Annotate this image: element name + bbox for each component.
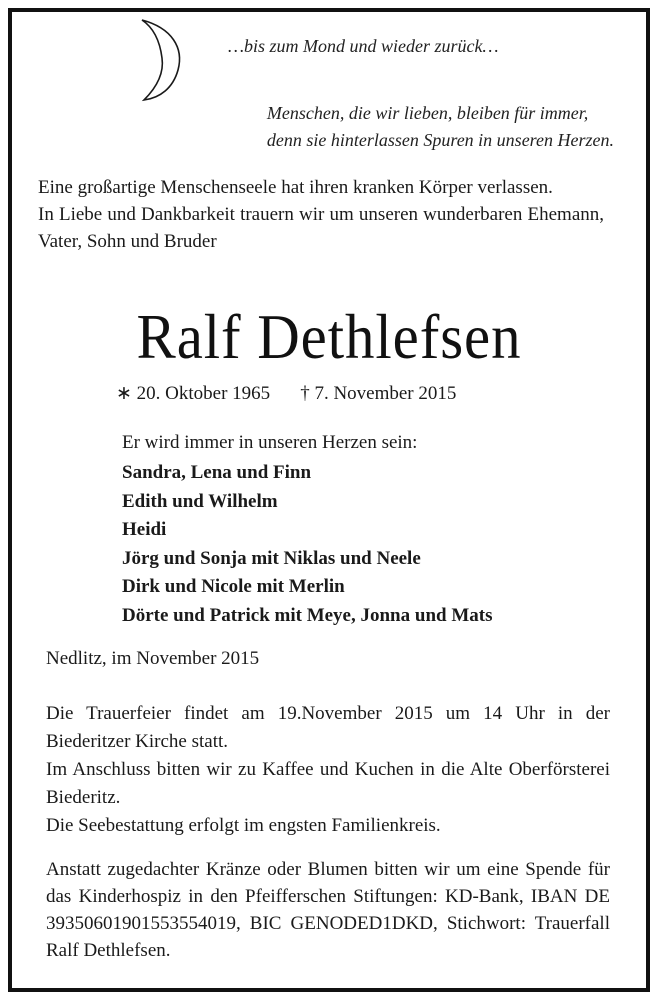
mourner-line: Sandra, Lena und Finn (122, 462, 312, 483)
crescent-moon-icon (128, 14, 188, 104)
memorial-quote (267, 100, 614, 154)
funeral-service-info (46, 700, 610, 840)
birth-date: ∗ 20. Oktober 1965 (116, 383, 271, 404)
mourners-list (122, 428, 492, 630)
service-paragraph: Die Seebestattung erfolgt im engsten Familienkreis. (46, 815, 441, 836)
intro-text (38, 174, 604, 255)
mourner-line: Jörg und Sonja mit Niklas und Neele (122, 547, 421, 569)
intro-paragraph: Eine großartige Menschenseele hat ihren kranken Körper verlassen. (38, 177, 553, 198)
mourner-line: Dirk und Nicole mit Merlin (122, 576, 345, 597)
place-and-date: Nedlitz, im November 2015 (46, 648, 260, 669)
motto-line: …bis zum Mond und wieder zurück… (228, 36, 499, 56)
death-date: † 7. November 2015 (300, 383, 457, 404)
service-paragraph: Die Trauerfeier findet am 19.November 2015 um 14 Uhr in der Biederitzer Kirche statt. (46, 703, 610, 752)
donation-paragraph: Anstatt zugedachter Kränze oder Blumen bitten wir um eine Spende für das Kinderhospiz in den Pfeifferschen Stiftungen: KD-Bank, IBAN DE 39350601901553554019, BIC GENODED1DKD, Stichwort: Trauerfall Ralf Dethlefsen. (46, 859, 610, 961)
donation-info (46, 856, 610, 964)
mourner-line: Heidi (122, 519, 167, 540)
mourners-lead: Er wird immer in unseren Herzen sein: (122, 432, 418, 453)
deceased-name: Ralf Dethlefsen (136, 301, 522, 372)
service-paragraph: Im Anschluss bitten wir zu Kaffee und Kuchen in die Alte Oberförsterei Biederitz. (46, 759, 610, 808)
mourner-line: Edith und Wilhelm (122, 490, 278, 512)
intro-paragraph: In Liebe und Dankbarkeit trauern wir um unseren wunderbaren Ehemann, Vater, Sohn und Bruder (38, 204, 604, 252)
quote-line: Menschen, die wir lieben, bleiben für immer, (266, 103, 589, 123)
mourner-line: Dörte und Patrick mit Meye, Jonna und Mats (122, 604, 493, 626)
life-dates (116, 382, 456, 405)
quote-line: denn sie hinterlassen Spuren in unseren Herzen. (266, 130, 614, 150)
